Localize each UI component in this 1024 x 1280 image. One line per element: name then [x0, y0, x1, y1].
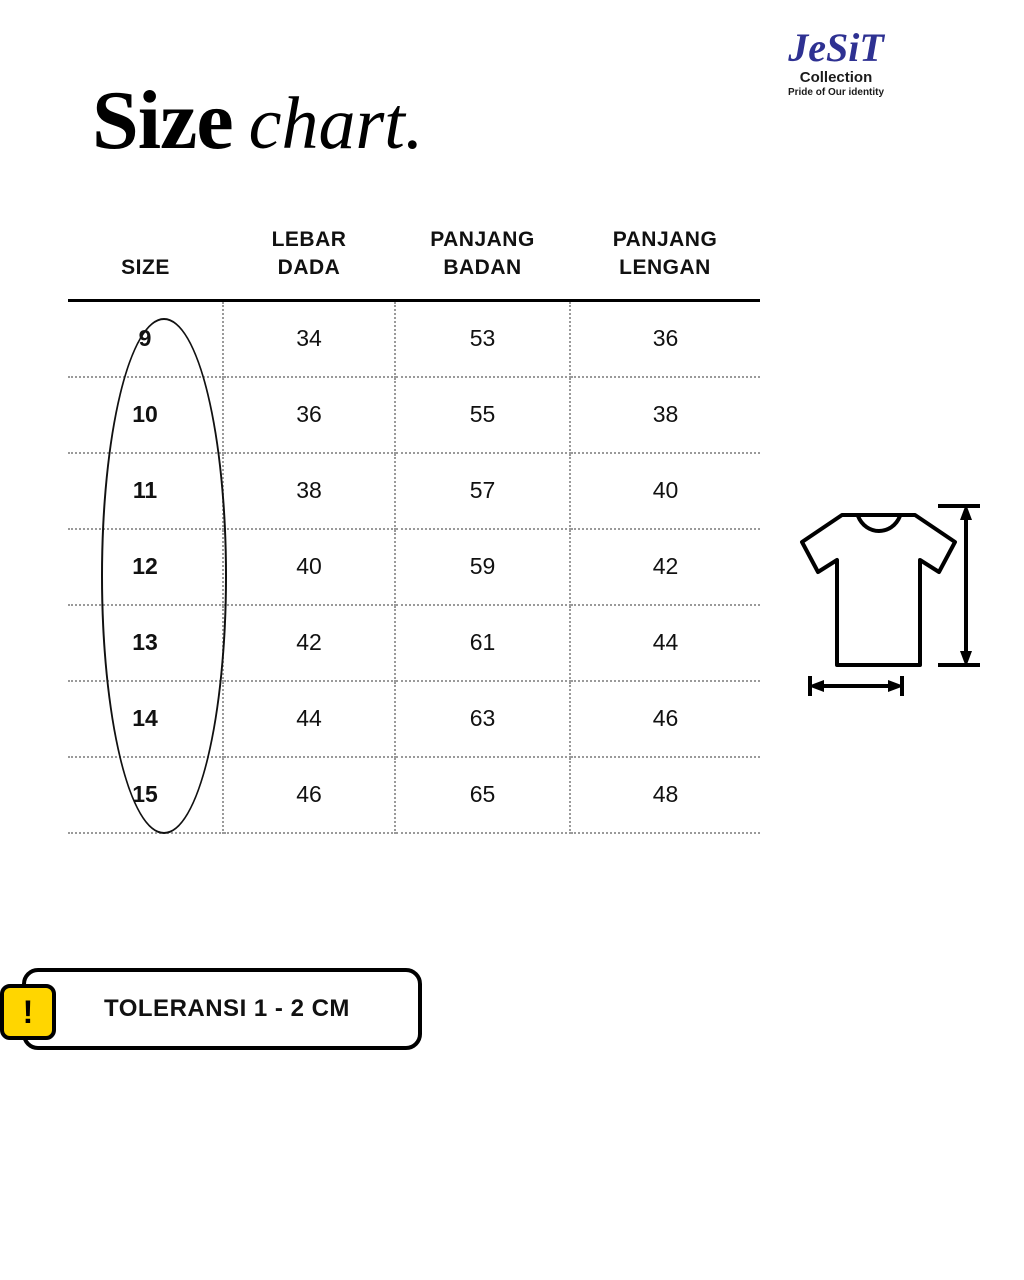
cell-panjang-lengan: 36 [570, 300, 760, 377]
cell-size: 12 [68, 529, 223, 605]
cell-lebar-dada: 40 [223, 529, 395, 605]
brand-name: JeSiT [788, 25, 884, 70]
cell-panjang-lengan: 48 [570, 757, 760, 833]
table-row [68, 757, 760, 833]
tshirt-icon [780, 480, 1000, 710]
table-row [68, 529, 760, 605]
page-title [92, 72, 423, 169]
brand-tagline: Pride of Our identity [787, 87, 885, 98]
table-header-row [68, 222, 760, 300]
cell-lebar-dada: 44 [223, 681, 395, 757]
size-chart-table-wrapper [68, 222, 760, 834]
cell-panjang-lengan: 40 [570, 453, 760, 529]
table-row [68, 377, 760, 453]
tolerance-note-text: TOLERANSI 1 - 2 CM [104, 995, 350, 1022]
cell-panjang-badan: 57 [395, 453, 570, 529]
cell-panjang-badan: 61 [395, 605, 570, 681]
column-header-size: SIZE [121, 256, 170, 280]
tshirt-measurement-diagram [780, 480, 1000, 710]
cell-panjang-badan: 55 [395, 377, 570, 453]
page-title-primary: Size [92, 74, 233, 167]
tolerance-note [22, 968, 422, 1050]
cell-lebar-dada: 46 [223, 757, 395, 833]
cell-panjang-lengan: 46 [570, 681, 760, 757]
cell-panjang-badan: 53 [395, 300, 570, 377]
cell-size: 13 [68, 605, 223, 681]
table-row [68, 681, 760, 757]
size-chart-table [68, 222, 760, 834]
cell-lebar-dada: 34 [223, 300, 395, 377]
cell-panjang-lengan: 44 [570, 605, 760, 681]
cell-size: 15 [68, 757, 223, 833]
cell-size: 14 [68, 681, 223, 757]
cell-panjang-lengan: 38 [570, 377, 760, 453]
cell-size: 9 [68, 300, 223, 377]
cell-lebar-dada: 42 [223, 605, 395, 681]
exclamation-icon: ! [0, 984, 56, 1040]
cell-panjang-badan: 59 [395, 529, 570, 605]
table-row [68, 605, 760, 681]
cell-size: 10 [68, 377, 223, 453]
cell-panjang-badan: 65 [395, 757, 570, 833]
cell-panjang-lengan: 42 [570, 529, 760, 605]
column-header-lebar-dada: LEBAR DADA [271, 228, 347, 280]
column-header-panjang-lengan: PANJANG LENGAN [612, 228, 718, 280]
table-row [68, 453, 760, 529]
page-title-secondary: chart. [248, 83, 424, 165]
brand-logo [726, 25, 946, 98]
table-row [68, 300, 760, 377]
cell-lebar-dada: 38 [223, 453, 395, 529]
cell-lebar-dada: 36 [223, 377, 395, 453]
brand-subtitle: Collection [799, 69, 873, 86]
column-header-panjang-badan: PANJANG BADAN [430, 228, 535, 280]
cell-panjang-badan: 63 [395, 681, 570, 757]
cell-size: 11 [68, 453, 223, 529]
